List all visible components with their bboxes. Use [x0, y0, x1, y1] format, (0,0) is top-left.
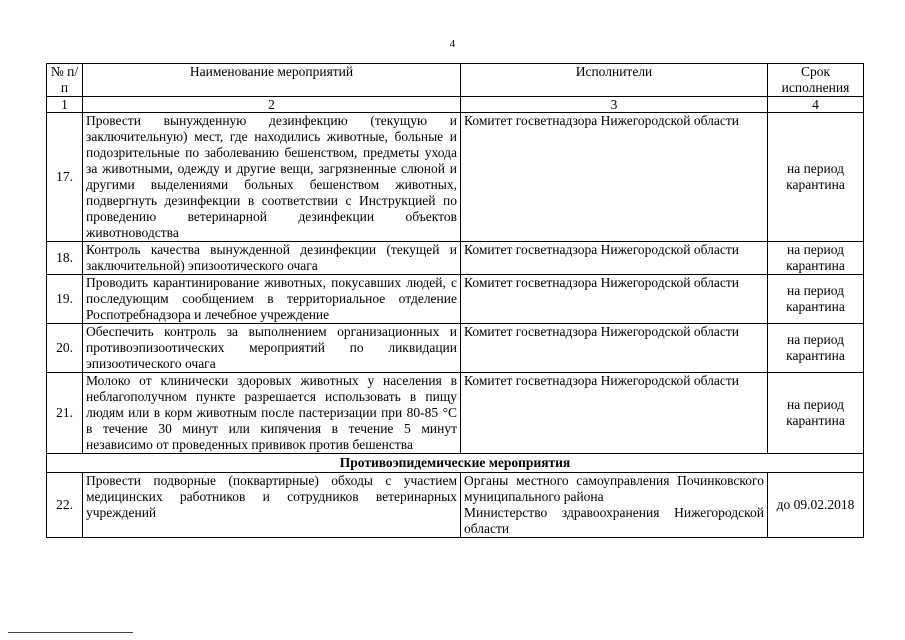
measure-name: Провести подворные (поквартирные) обходы с участием медицинских работников и сотрудников ветеринарных учреждений — [83, 473, 461, 538]
table-row — [47, 373, 864, 454]
table-row — [47, 113, 864, 242]
table-row — [47, 242, 864, 275]
table-row — [47, 275, 864, 324]
col-index: 3 — [461, 97, 768, 113]
page-bottom-rule — [8, 632, 133, 633]
header-row — [47, 64, 864, 97]
measure-name: Контроль качества вынужденной дезинфекции (текущей и заключительной) эпизоотического очага — [83, 242, 461, 275]
measure-name: Проводить карантинирование животных, покусавших людей, с последующим сообщением в территориальное отделение Роспотребнадзора и лечебное учреждение — [83, 275, 461, 324]
measure-name: Провести вынужденную дезинфекцию (текущую и заключительную) мест, где находились животные, больные и подозрительные по заболеванию бешенством, предметы ухода за животными, одежду и другие вещи, загрязненные слюной и другими выделениями больных бешенством животных, подвергнуть дезинфекции в соответствии с Инструкцией по проведению ветеринарной дезинфекции объектов животноводства — [83, 113, 461, 242]
table-row — [47, 324, 864, 373]
page-number: 4 — [449, 38, 456, 50]
section-header-row — [47, 454, 864, 473]
table-row — [47, 473, 864, 538]
row-number: 19. — [47, 275, 83, 324]
row-number: 22. — [47, 473, 83, 538]
row-number: 17. — [47, 113, 83, 242]
executor-health-ministry: Министерство здравоохранения Нижегородской области — [464, 505, 764, 536]
measures-table — [46, 63, 864, 538]
term-cell: на период карантина — [768, 324, 864, 373]
measure-name: Молоко от клинически здоровых животных у населения в неблагополучном пункте разрешается использовать в пищу людям или в корм животным после пастеризации при 80-85 °С в течение 30 минут или кипячения в течение 5 минут независимо от проведенных прививок против бешенства — [83, 373, 461, 454]
row-number: 21. — [47, 373, 83, 454]
column-index-row — [47, 97, 864, 113]
term-cell: на период карантина — [768, 275, 864, 324]
measure-name: Обеспечить контроль за выполнением организационных и противоэпизоотических мероприятий по ликвидации эпизоотического очага — [83, 324, 461, 373]
col-index: 4 — [768, 97, 864, 113]
term-cell: на период карантина — [768, 113, 864, 242]
executors-cell: Комитет госветнадзора Нижегородской области — [461, 373, 768, 454]
section-title: Противоэпидемические мероприятия — [47, 454, 864, 473]
executor-local-government: Органы местного самоуправления Починковского муниципального района — [464, 473, 764, 504]
term-cell: на период карантина — [768, 242, 864, 275]
executors-cell — [461, 473, 768, 538]
executors-cell: Комитет госветнадзора Нижегородской области — [461, 275, 768, 324]
col-header-executors: Исполнители — [461, 64, 768, 97]
row-number: 18. — [47, 242, 83, 275]
row-number: 20. — [47, 324, 83, 373]
col-index: 1 — [47, 97, 83, 113]
executors-cell: Комитет госветнадзора Нижегородской области — [461, 113, 768, 242]
col-header-name: Наименование мероприятий — [83, 64, 461, 97]
col-header-term: Срок исполнения — [768, 64, 864, 97]
col-header-num: № п/п — [47, 64, 83, 97]
executors-cell: Комитет госветнадзора Нижегородской области — [461, 242, 768, 275]
executors-cell: Комитет госветнадзора Нижегородской области — [461, 324, 768, 373]
term-cell: до 09.02.2018 — [768, 473, 864, 538]
term-cell: на период карантина — [768, 373, 864, 454]
col-index: 2 — [83, 97, 461, 113]
